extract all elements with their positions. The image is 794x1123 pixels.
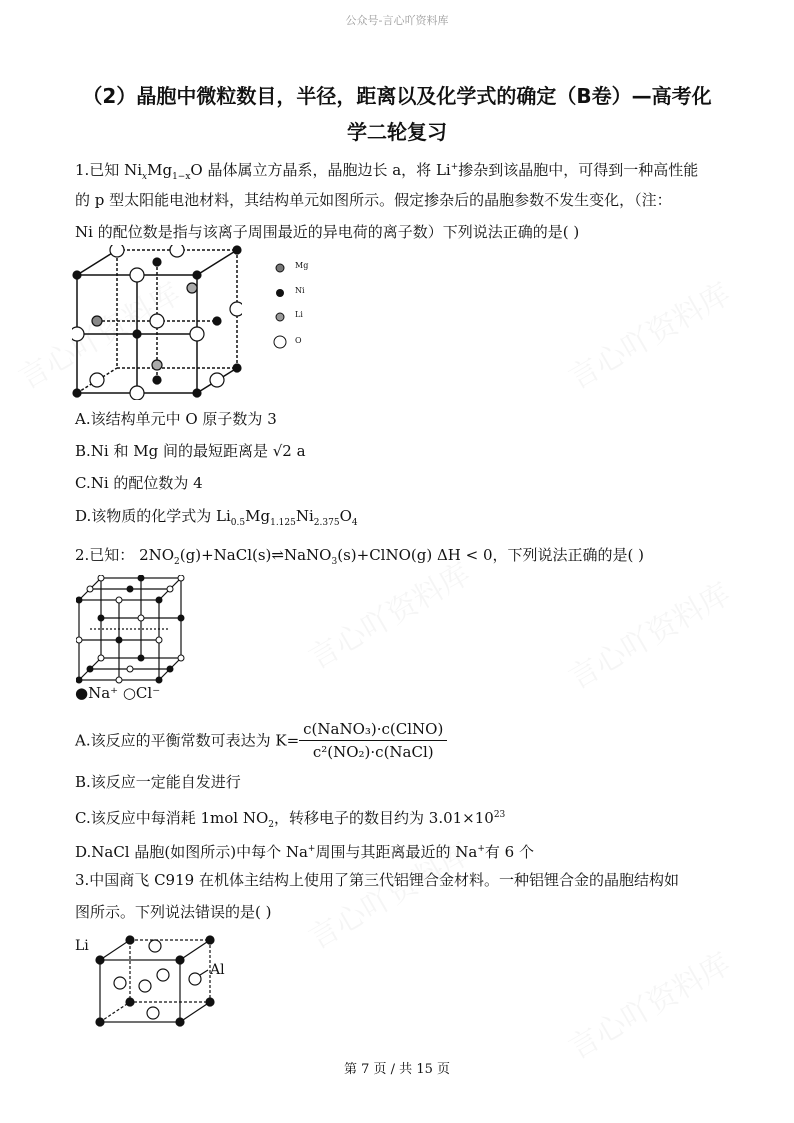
watermark [564,577,737,696]
q2-option-a: A.该反应的平衡常数可表达为 K= $\frac{\text{c(NaNO₃)·c(ClNO)}}{\text{c²(NO₂)·c(NaCl)}}$ [75,718,447,763]
q3-stem-line-2: 图所示。下列说法错误的是( ) [75,903,272,921]
q1-option-b: B.Ni 和 Mg 间的最短距离是 √2 a [75,442,306,460]
q1-legend-symbols [270,260,290,352]
legend-o: O [295,336,302,345]
q2-option-d: D.NaCl 晶胞(如图所示)中每个 Na+周围与其距离最近的 Na+有 6 个 [75,843,534,861]
q1-option-d: D.该物质的化学式为 $Li_{0.5}Mg_{1.125}Ni_{2.375}O_4$ [75,507,358,528]
q3-stem-line-1: 3.中国商飞 C919 在机体主结构上使用了第三代铝锂合金材料。一种铝锂合金的晶胞结构如 [75,871,679,889]
q1-option-a: A.该结构单元中 O 原子数为 3 [75,410,277,428]
watermark [564,277,737,396]
title-line-2: 学二轮复习 [347,120,447,144]
q1-option-c: C.Ni 的配位数为 4 [75,474,203,492]
q2-option-c: C.该反应中每消耗 1mol $NO_2$，转移电子的数目约为 $3.01\times 10^{23}$ [75,809,506,830]
q1-stem-line-3: Ni 的配位数是指与该离子周围最近的异电荷的离子数）下列说法正确的是( ) [75,223,580,241]
watermark [304,557,477,676]
q2-nacl-figure [76,575,186,685]
q1-stem-line-2: 的 p 型太阳能电池材料，其结构单元如图所示。假定掺杂后的晶胞参数不发生变化，（注： [75,191,672,209]
q3-label-al: Al [210,962,225,978]
q2-stem: 2.已知： $2NO_2(g)+NaCl(s)\rightleftharpoons NaNO_3(s)+ClNO(g) \Delta H < 0$，下列说法正确的是( ) [75,546,644,567]
legend-li: Li [295,310,303,319]
title-line-1: （2）晶胞中微粒数目，半径，距离以及化学式的确定（B卷）—高考化 [82,84,712,108]
q2-figure-legend: ●Na⁺ ○Cl⁻ [75,684,161,702]
q3-alloy-figure [95,935,225,1030]
q2-option-b: B.该反应一定能自发进行 [75,773,241,791]
q1-stem-line-1: 1.已知 $Ni_xMg_{1-x}O$ 晶体属立方晶系，晶胞边长 a，将 Li+掺杂到该晶胞中，可得到一种高性能 [75,161,699,182]
q1-crystal-figure [72,245,242,400]
page-header: 公众号-言心吖资料库 [345,14,449,27]
page-footer: 第 7 页 / 共 15 页 [344,1062,450,1077]
legend-mg: Mg [295,261,309,270]
legend-ni: Ni [295,286,305,295]
watermark [564,947,737,1066]
q3-label-li: Li [75,938,89,954]
